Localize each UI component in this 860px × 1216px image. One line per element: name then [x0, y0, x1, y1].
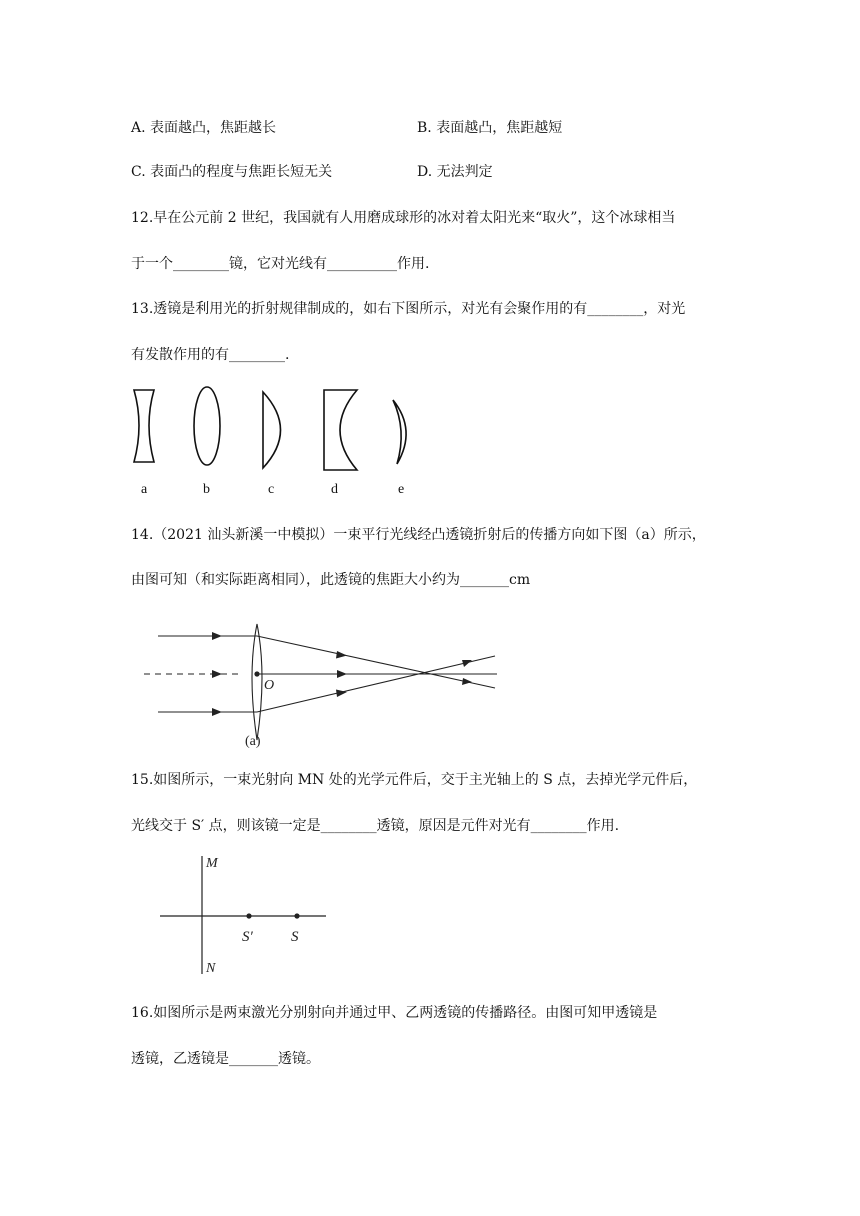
lens-label-b: b	[203, 482, 210, 497]
option-b: B. 表面越凸，焦距越短	[417, 120, 563, 136]
lens-shapes-figure	[126, 384, 426, 499]
refracted-ray-top	[257, 636, 495, 688]
lens-d-shape	[324, 390, 357, 470]
arrow-head	[212, 708, 222, 716]
label-n: N	[206, 961, 216, 976]
lens-label-e: e	[398, 482, 405, 497]
s-prime-point	[246, 913, 251, 918]
label-s-prime: S′	[242, 929, 253, 945]
convex-lens-ray-figure	[140, 622, 510, 752]
optical-center-dot	[254, 671, 259, 676]
option-a: A. 表面越凸，焦距越长	[131, 120, 277, 136]
option-c: C. 表面凸的程度与焦距长短无关	[131, 164, 333, 180]
q15-line1: 15.如图所示，一束光射向 MN 处的光学元件后，交于主光轴上的 S 点，去掉光学元件后，	[131, 772, 698, 788]
lens-label-c: c	[268, 482, 275, 497]
q12-line1: 12.早在公元前 2 世纪，我国就有人用磨成球形的冰对着太阳光来“取火”，这个冰球相当	[131, 210, 676, 226]
arrow-head	[212, 632, 222, 640]
arrow-head	[462, 678, 472, 685]
q16-line2: 透镜，乙透镜是_______透镜。	[131, 1051, 320, 1067]
optical-center-label: O	[264, 678, 275, 693]
q16-line1: 16.如图所示是两束激光分别射向并通过甲、乙两透镜的传播路径。由图可知甲透镜是	[131, 1005, 658, 1021]
arrow-head	[337, 670, 347, 678]
lens-label-d: d	[331, 482, 338, 497]
figure-caption: (a)	[245, 734, 261, 749]
convex-lens	[252, 624, 262, 740]
lens-b-shape	[194, 387, 220, 465]
s-point	[294, 913, 299, 918]
q13-line1: 13.透镜是利用光的折射规律制成的，如右下图所示，对光有会聚作用的有________，对光	[131, 301, 686, 317]
label-s: S	[291, 929, 299, 945]
q14-line2: 由图可知（和实际距离相同），此透镜的焦距大小约为_______cm	[131, 572, 531, 588]
arrow-head	[336, 690, 347, 698]
q13-line2: 有发散作用的有________.	[131, 347, 290, 363]
q12-line2: 于一个________镜，它对光线有__________作用.	[131, 256, 430, 272]
option-d: D. 无法判定	[417, 164, 493, 180]
mn-optical-element-figure	[158, 850, 338, 980]
q14-line1: 14.（2021 汕头新溪一中模拟）一束平行光线经凸透镜折射后的传播方向如下图（a）所示，	[131, 527, 706, 543]
lens-label-a: a	[141, 482, 148, 497]
arrow-head	[212, 670, 222, 678]
refracted-ray-bottom	[257, 656, 495, 712]
arrow-head	[462, 660, 472, 667]
lens-c-shape	[263, 392, 281, 468]
lens-a-shape	[134, 390, 154, 462]
label-m: M	[206, 856, 218, 871]
q15-line2: 光线交于 S′ 点，则该镜一定是________透镜，原因是元件对光有________作用.	[131, 818, 620, 834]
lens-e-shape	[393, 400, 406, 464]
